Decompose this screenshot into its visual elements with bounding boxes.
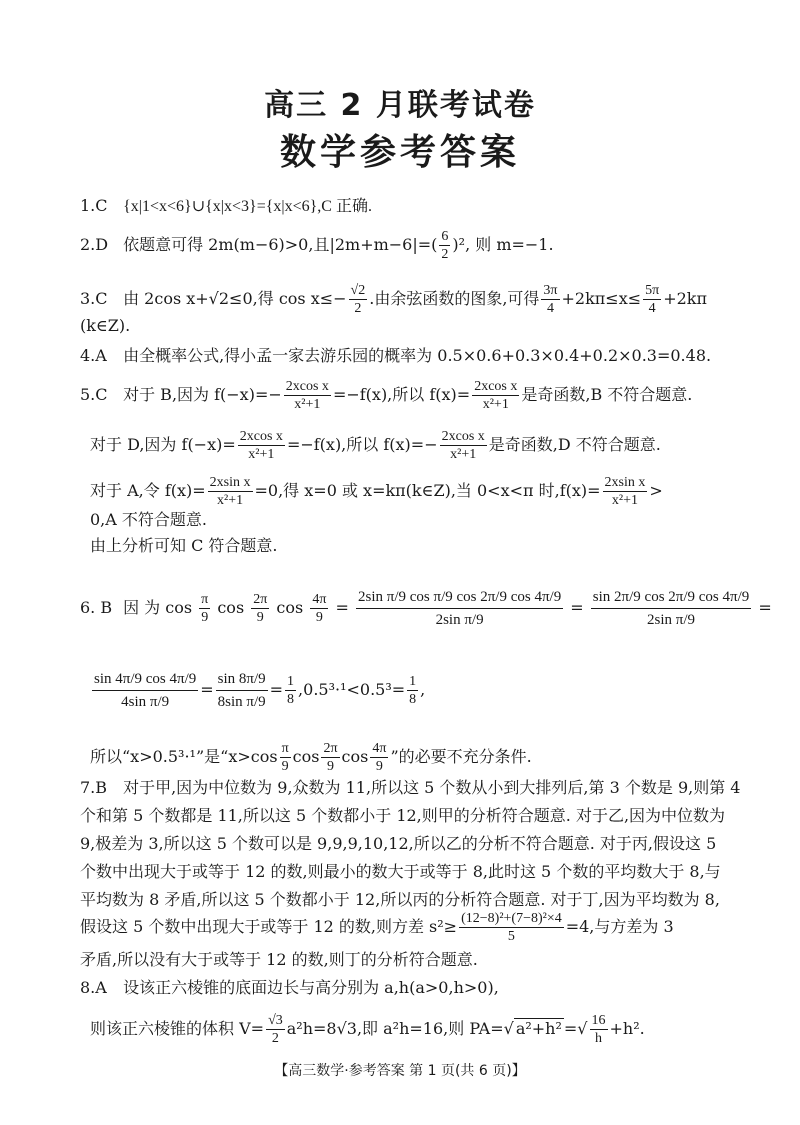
answer-3 (80, 282, 740, 317)
exam-title: 高三 2 月联考试卷 (264, 88, 536, 123)
answer-5-fraction (440, 428, 487, 463)
answer-3-text-mid: .由余弦函数的图象,可得 (369, 289, 540, 308)
fraction-denominator: 4 (546, 301, 554, 316)
answer-6-text: cos (217, 598, 245, 617)
answer-7-number: 7.B (80, 778, 108, 797)
answer-6-text: = (200, 680, 214, 699)
fraction-numerator: √2 (350, 283, 366, 298)
fraction-denominator: x²+1 (450, 447, 477, 462)
answer-5-fraction (603, 474, 648, 509)
fraction-denominator: 9 (201, 610, 209, 625)
answer-8-text: a²h=8√3,即 a²h=16,则 PA= (286, 1019, 504, 1038)
fraction-numerator: sin 2π/9 cos 2π/9 cos 4π/9 (591, 586, 751, 609)
answer-6-big-fraction (216, 668, 268, 713)
answer-1-text: {x|1<x<6}∪{x|x<3}={x|x<6},C 正确. (123, 198, 372, 215)
answer-6-text: = (758, 598, 772, 617)
answer-4-text: 由全概率公式,得小孟一家去游乐园的概率为 0.5×0.6+0.3×0.4+0.2×0.3=0.48. (123, 346, 712, 365)
fraction-numerator: sin 4π/9 cos 4π/9 (92, 668, 198, 691)
answer-7-line-5: 平均数为 8 矛盾,所以这 5 个数都小于 12,所以丙的分析符合题意. 对于丁,因为平均数为 8, (80, 890, 720, 909)
answer-8-number: 8.A (80, 978, 107, 997)
fraction-numerator: 2xcos x (285, 379, 329, 394)
answer-3-line-2: (k∈Z). (80, 316, 131, 335)
answer-3-text-mid2: +2kπ≤x≤ (561, 289, 642, 308)
fraction-denominator: 4sin π/9 (121, 694, 170, 710)
answer-5-line-4: 0,A 不符合题意. (90, 510, 207, 529)
fraction-numerator: 3π (543, 283, 558, 298)
answer-6-text: ,0.5³·¹<0.5³= (298, 680, 406, 699)
answer-title: 数学参考答案 (279, 132, 520, 173)
answer-5-line-3 (90, 474, 740, 509)
answer-8-text: 设该正六棱锥的底面边长与高分别为 a,h(a>0,h>0), (123, 978, 499, 997)
answer-6-fraction (285, 673, 296, 708)
answer-6-fraction (321, 740, 339, 775)
answer-5-text: > (649, 481, 663, 500)
answer-7-line-2: 个和第 5 个数都是 11,所以这 5 个数都小于 12,则甲的分析符合题意. 对于乙,因为中位数为 (80, 806, 726, 825)
answer-6-line-3 (90, 740, 740, 775)
fraction-denominator: x²+1 (294, 397, 321, 412)
fraction-numerator: 2xcos x (441, 429, 485, 444)
answer-5-text: =−f(x),所以 f(x)= (332, 385, 471, 404)
fraction-denominator: 2 (354, 301, 362, 316)
answer-2-text-pre: 依题意可得 2m(m−6)>0,且|2m+m−6|=( (123, 235, 438, 254)
answer-3-fraction-1 (349, 282, 368, 317)
fraction-denominator: 5 (507, 929, 515, 944)
fraction-numerator: 4π (312, 592, 327, 607)
fraction-denominator: 2sin π/9 (435, 612, 484, 628)
answer-6-text: cos (292, 747, 320, 766)
answer-6-line-1 (80, 586, 772, 631)
answer-3-fraction-3 (643, 282, 661, 317)
fraction-denominator: 2sin π/9 (647, 612, 696, 628)
answer-3-text-pre: 由 2cos x+√2≤0,得 cos x≤− (123, 289, 347, 308)
answer-6-fraction (407, 673, 418, 708)
answer-6-number: 6. B (80, 598, 113, 617)
answer-6-text: cos (341, 747, 369, 766)
answer-6-big-fraction (92, 668, 198, 713)
page-footer: 【高三数学·参考答案 第 1 页(共 6 页)】 (274, 1063, 526, 1079)
answer-3-text-post: +2kπ (663, 289, 708, 308)
answer-2-fraction (439, 228, 450, 263)
answer-6-line-2 (90, 668, 740, 713)
answer-5-fraction (238, 428, 285, 463)
fraction-numerator: π (201, 592, 209, 607)
fraction-numerator: 4π (372, 741, 387, 756)
answer-6-big-fraction (591, 586, 751, 631)
answer-5-fraction (472, 378, 519, 413)
fraction-denominator: 9 (315, 610, 323, 625)
answer-7-line-4: 个数中出现大于或等于 12 的数,则最小的数大于或等于 8,此时这 5 个数的平均数大于 8,与 (80, 862, 721, 881)
answer-7-fraction (459, 910, 564, 945)
fraction-denominator: 2 (441, 247, 449, 262)
fraction-numerator: 16 (591, 1013, 606, 1028)
answer-8-line-1 (80, 978, 740, 998)
fraction-denominator: 8 (409, 692, 417, 707)
answer-5-line-1 (80, 378, 740, 413)
fraction-denominator: x²+1 (217, 493, 244, 508)
answer-8-line-2: 则该正六棱锥的体积 V= $\frac{√3}{2}$ a²h=8√3,即 a²h=16,则 PA=√ a²+h² =√ $\frac{16}{h}$ +h². (90, 1013, 645, 1046)
answer-8-text: +h². (609, 1019, 645, 1038)
answer-2-number: 2.D (80, 235, 109, 254)
fraction-numerator: 1 (409, 674, 417, 689)
fraction-denominator: h (595, 1031, 602, 1046)
answer-6-fraction (199, 591, 210, 626)
fraction-numerator: (12−8)²+(7−8)²×4 (461, 911, 562, 926)
answer-6-fraction (280, 740, 291, 775)
answer-6-text: ”的必要不充分条件. (390, 747, 532, 766)
fraction-denominator: 9 (375, 759, 383, 774)
answer-5-line-5: 由上分析可知 C 符合题意. (90, 536, 278, 555)
fraction-numerator: 2sin π/9 cos π/9 cos 2π/9 cos 4π/9 (356, 586, 563, 609)
answer-5-text: 对于 B,因为 f(−x)=− (123, 385, 282, 404)
fraction-numerator: 2π (323, 741, 338, 756)
answer-7-line-6 (80, 910, 740, 945)
answer-7-text: 假设这 5 个数中出现大于或等于 12 的数,则方差 s²≥ (80, 917, 458, 936)
answer-5-line-2 (90, 428, 740, 463)
answer-6-fraction (251, 591, 269, 626)
answer-5-text: 对于 D,因为 f(−x)= (90, 435, 236, 454)
answer-1 (80, 196, 740, 217)
fraction-denominator: 9 (281, 759, 289, 774)
fraction-numerator: 1 (287, 674, 295, 689)
fraction-numerator: 2xcos x (239, 429, 283, 444)
answer-7-line-3: 9,极差为 3,所以这 5 个数可以是 9,9,9,10,12,所以乙的分析不符合题意. 对于丙,假设这 5 (80, 834, 717, 853)
fraction-denominator: x²+1 (482, 397, 509, 412)
answer-5-text: 是奇函数,B 不符合题意. (521, 385, 693, 404)
fraction-numerator: √3 (268, 1013, 283, 1028)
fraction-numerator: π (281, 741, 289, 756)
answer-8-text: 则该正六棱锥的体积 V= (90, 1019, 265, 1038)
answer-2-text-post: )², 则 m=−1. (452, 235, 554, 254)
answer-6-fraction (370, 740, 388, 775)
answer-2 (80, 228, 740, 263)
fraction-numerator: 5π (645, 283, 660, 298)
fraction-denominator: 8sin π/9 (217, 694, 266, 710)
fraction-denominator: 2 (271, 1031, 279, 1046)
answer-6-text: cos (276, 598, 304, 617)
answer-5-text: =0,得 x=0 或 x=kπ(k∈Z),当 0<x<π 时,f(x)= (254, 481, 601, 500)
answer-4 (80, 346, 740, 366)
answer-6-text: , (420, 680, 426, 699)
answer-6-text: 因 为 cos (123, 598, 193, 617)
fraction-numerator: 2xcos x (474, 379, 518, 394)
answer-7-line-7: 矛盾,所以没有大于或等于 12 的数,则丁的分析符合题意. (80, 950, 478, 969)
answer-5-text: 对于 A,令 f(x)= (90, 481, 206, 500)
answer-5-text: 是奇函数,D 不符合题意. (488, 435, 661, 454)
answer-7-line-1 (80, 778, 740, 798)
answer-5-text: =−f(x),所以 f(x)=− (286, 435, 438, 454)
answer-4-number: 4.A (80, 346, 107, 365)
answer-3-fraction-2 (541, 282, 559, 317)
fraction-denominator: 9 (256, 610, 264, 625)
answer-6-fraction (310, 591, 328, 626)
answer-7-text: 对于甲,因为中位数为 9,众数为 11,所以这 5 个数从小到大排列后,第 3 个数是 9,则第 4 (123, 778, 741, 797)
answer-8-fraction (266, 1012, 285, 1047)
answer-6-text: = (335, 598, 349, 617)
answer-7-text: =4,与方差为 3 (565, 917, 674, 936)
fraction-denominator: x²+1 (248, 447, 275, 462)
fraction-denominator: x²+1 (611, 493, 639, 508)
fraction-numerator: 6 (441, 229, 449, 244)
fraction-denominator: 8 (287, 692, 295, 707)
answer-8-text: =√ (563, 1019, 588, 1038)
fraction-numerator: 2xsin x (209, 475, 251, 490)
answer-5-fraction (284, 378, 331, 413)
answer-6-text: = (570, 598, 584, 617)
answer-8-sqrt: a²+h² (515, 1019, 562, 1038)
answer-5-fraction (208, 474, 253, 509)
fraction-denominator: 9 (327, 759, 334, 774)
answer-6-text: 所以“x>0.5³·¹”是“x>cos (90, 747, 278, 766)
answer-3-number: 3.C (80, 289, 108, 308)
answer-5-number: 5.C (80, 385, 108, 404)
answer-8-fraction (590, 1012, 608, 1047)
fraction-denominator: 4 (648, 301, 656, 316)
fraction-numerator: 2π (253, 592, 268, 607)
fraction-numerator: sin 8π/9 (216, 668, 268, 691)
fraction-numerator: 2xsin x (604, 475, 646, 490)
answer-1-number: 1.C (80, 196, 108, 215)
answer-6-text: = (269, 680, 284, 699)
answer-6-big-fraction (356, 586, 563, 631)
